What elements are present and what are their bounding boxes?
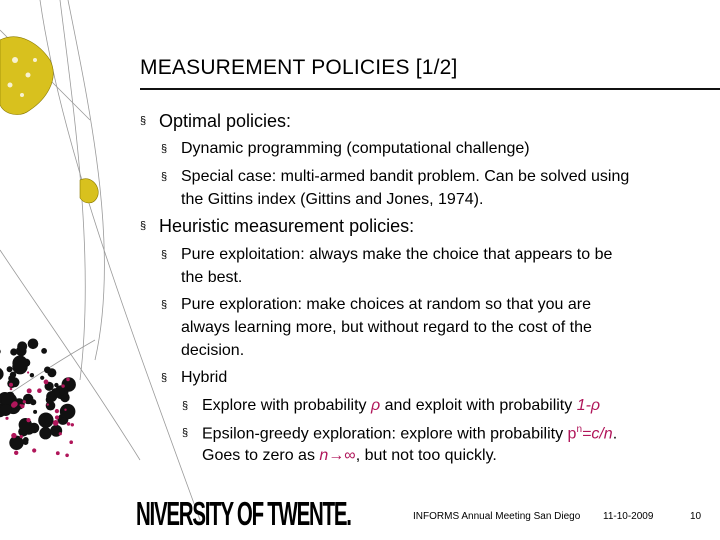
decorative-dot [10, 372, 16, 378]
bullet-glyph: § [182, 427, 189, 439]
decorative-dot [7, 366, 13, 372]
decorative-dot-red [27, 388, 32, 393]
decorative-dot [59, 389, 65, 395]
decorative-dot-red [20, 435, 23, 438]
decorative-dot [10, 348, 17, 355]
decorative-dot [46, 401, 56, 411]
symbol-rho: ρ [370, 397, 381, 414]
decorative-dot [30, 373, 34, 377]
decorative-dot-red [23, 400, 26, 403]
decorative-dot-red [12, 401, 18, 407]
decorative-dot [12, 356, 27, 371]
decorative-dot [0, 348, 1, 355]
decorative-dot [39, 427, 51, 439]
arrow-to-infinity: →∞ [328, 447, 356, 464]
decorative-dot [54, 383, 58, 387]
bullet-glyph: § [161, 143, 168, 155]
decorative-dot-red [55, 415, 59, 419]
formula-c-over-n: =c/n [582, 425, 613, 443]
decorative-dot-red [47, 403, 49, 405]
decorative-dot [0, 404, 12, 416]
footer-page-number: 10 [690, 511, 702, 522]
decorative-dot [0, 367, 4, 380]
decorative-dot [41, 348, 47, 354]
decorative-dot-red [56, 451, 60, 455]
decorative-dot-red [55, 409, 59, 413]
decorative-dot [30, 399, 36, 405]
decorative-dot-red [9, 383, 13, 387]
decorative-dot [60, 417, 67, 424]
decorative-dot-red [20, 404, 22, 406]
decorative-dot [17, 341, 27, 351]
decorative-dot-red [26, 418, 30, 422]
decorative-dot [60, 404, 76, 420]
decorative-dot [44, 415, 53, 424]
university-logo: NIVERSITY OF TWENTE. [136, 495, 351, 532]
bullet-glyph: § [161, 171, 168, 183]
slide-title: MEASUREMENT POLICIES [1/2] [140, 56, 458, 79]
title-underline [140, 88, 720, 90]
decorative-dot-red [14, 451, 18, 455]
decorative-dot [47, 368, 56, 377]
decorative-dot-red [67, 422, 71, 426]
footer-date: 11-10-2009 [603, 511, 654, 522]
decorative-dot-red [71, 423, 74, 426]
bullet-glyph: § [140, 220, 147, 232]
decorative-dot-red [65, 454, 69, 458]
bullet-glyph: § [161, 372, 168, 384]
decorative-dot-red [64, 409, 66, 411]
decorative-dot-red [69, 440, 73, 444]
symbol-one-minus-rho: 1-ρ [576, 397, 601, 414]
symbol-p: p [567, 425, 577, 443]
decorative-dot [33, 410, 37, 414]
decorative-dot-red [61, 384, 64, 387]
decorative-dot [28, 339, 39, 350]
decorative-dot-red [37, 388, 42, 393]
decorative-dot [40, 376, 44, 380]
decorative-dot-red [10, 388, 13, 391]
decorative-dot-red [53, 420, 59, 426]
symbol-superscript-n: n [576, 424, 582, 435]
decorative-dot-red [66, 378, 70, 382]
bullet-glyph: § [182, 400, 189, 412]
decorative-dot-red [27, 371, 29, 373]
bullet-glyph: § [161, 249, 168, 261]
footer-event: INFORMS Annual Meeting San Diego [413, 511, 581, 522]
decorative-dot-red [44, 380, 49, 385]
bullet-glyph: § [161, 299, 168, 311]
decorative-dot-red [59, 432, 62, 435]
bullet-glyph: § [140, 115, 147, 127]
decorative-dot-red [5, 417, 8, 420]
decorative-dot-red [11, 433, 16, 438]
decorative-dot-red [32, 448, 36, 452]
symbol-n: n [319, 447, 329, 464]
